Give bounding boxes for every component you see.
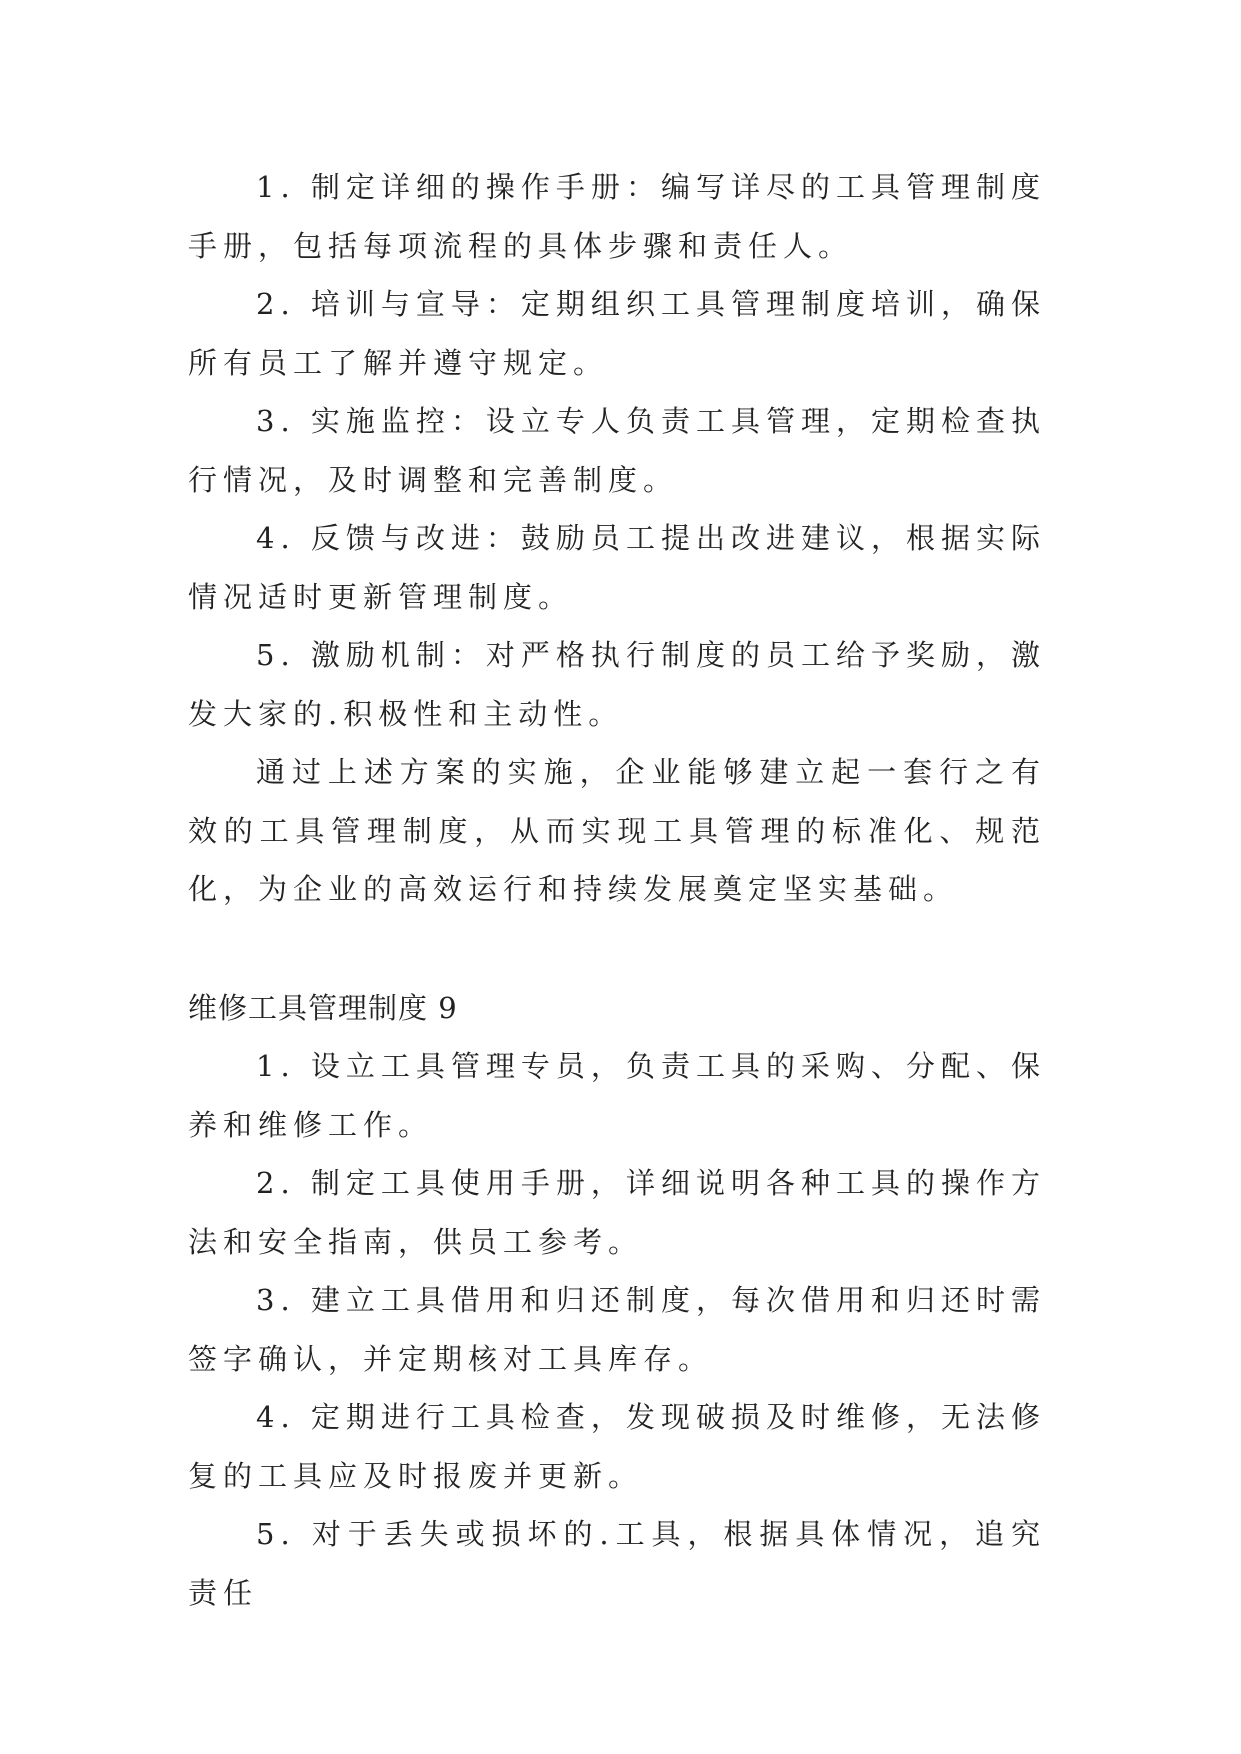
list-item: 5. 激励机制：对严格执行制度的员工给予奖励，激发大家的.积极性和主动性。 <box>188 638 1046 731</box>
list-item: 3. 建立工具借用和归还制度，每次借用和归还时需签字确认，并定期核对工具库存。 <box>188 1283 1046 1376</box>
document-body <box>188 158 1046 1622</box>
list-item: 2. 制定工具使用手册，详细说明各种工具的操作方法和安全指南，供员工参考。 <box>188 1166 1046 1259</box>
list-item: 1. 设立工具管理专员，负责工具的采购、分配、保养和维修工作。 <box>188 1049 1046 1142</box>
list-item: 1. 制定详细的操作手册：编写详尽的工具管理制度手册，包括每项流程的具体步骤和责任人。 <box>188 170 1046 263</box>
list-item: 4. 反馈与改进：鼓励员工提出改进建议，根据实际情况适时更新管理制度。 <box>188 521 1046 614</box>
list-item: 5. 对于丢失或损坏的.工具，根据具体情况，追究责任 <box>188 1517 1046 1610</box>
list-item: 2. 培训与宣导：定期组织工具管理制度培训，确保所有员工了解并遵守规定。 <box>188 287 1046 380</box>
summary-paragraph: 通过上述方案的实施，企业能够建立起一套行之有效的工具管理制度，从而实现工具管理的标准化、规范化，为企业的高效运行和持续发展奠定坚实基础。 <box>188 755 1046 906</box>
list-item: 3. 实施监控：设立专人负责工具管理，定期检查执行情况，及时调整和完善制度。 <box>188 404 1046 497</box>
section-heading: 维修工具管理制度 9 <box>188 990 458 1025</box>
list-item: 4. 定期进行工具检查，发现破损及时维修，无法修复的工具应及时报废并更新。 <box>188 1400 1046 1493</box>
